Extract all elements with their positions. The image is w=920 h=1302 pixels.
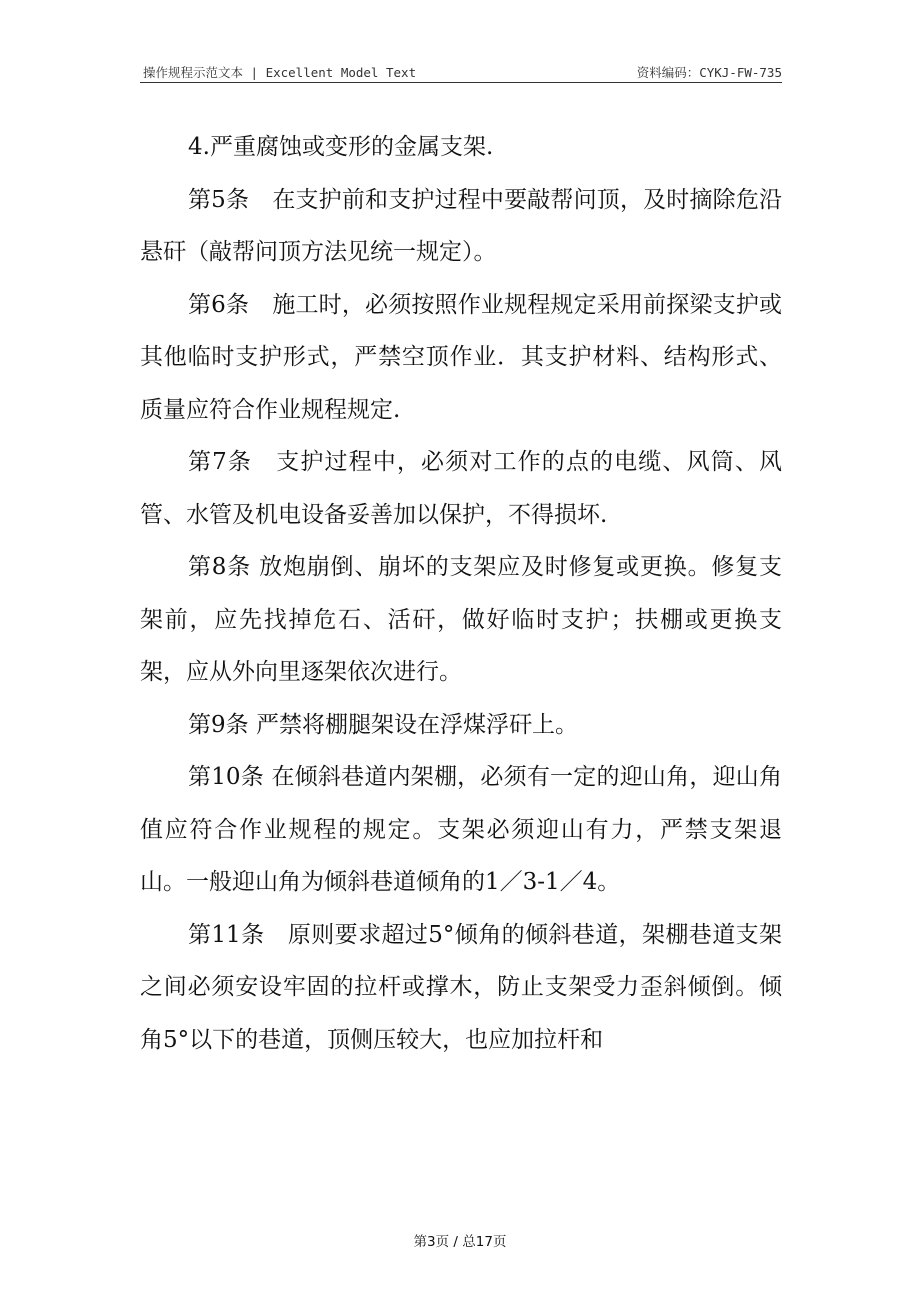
- document-body: [140, 121, 782, 1066]
- paragraph: 第5条 在支护前和支护过程中要敲帮问顶，及时摘除危沿悬矸（敲帮问顶方法见统一规定）。: [140, 186, 782, 265]
- paragraph: 第11条 原则要求超过5°倾角的倾斜巷道，架棚巷道支架之间必须安设牢固的拉杆或撑木，防止支架受力歪斜倾倒。倾角5°以下的巷道，顶侧压较大，也应加拉杆和: [140, 921, 782, 1053]
- page-number: 第3页 / 总17页: [413, 1234, 507, 1250]
- paragraph: 4.严重腐蚀或变形的金属支架.: [188, 134, 494, 160]
- page-header: [140, 60, 782, 83]
- paragraph: 第7条 支护过程中，必须对工作的点的电缆、风筒、风管、水管及机电设备妥善加以保护，不得损坏.: [140, 449, 782, 528]
- header-title: 操作规程示范文本 | Excellent Model Text: [143, 65, 417, 80]
- paragraph: 第10条 在倾斜巷道内架棚，必须有一定的迎山角，迎山角值应符合作业规程的规定。支架必须迎山有力，严禁支架退山。一般迎山角为倾斜巷道倾角的1／3-1／4。: [140, 764, 782, 895]
- paragraph: 第6条 施工时，必须按照作业规程规定采用前探梁支护或其他临时支护形式，严禁空顶作业．其支护材料、结构形式、质量应符合作业规程规定.: [140, 291, 782, 423]
- paragraph: 第9条 严禁将棚腿架设在浮煤浮矸上。: [188, 711, 578, 738]
- paragraph: 第8条 放炮崩倒、崩坏的支架应及时修复或更换。修复支架前，应先找掉危石、活矸，做好临时支护；扶棚或更换支架，应从外向里逐架依次进行。: [140, 554, 782, 685]
- page-footer: [0, 1230, 920, 1250]
- document-code: 资料编码：CYKJ-FW-735: [636, 65, 782, 80]
